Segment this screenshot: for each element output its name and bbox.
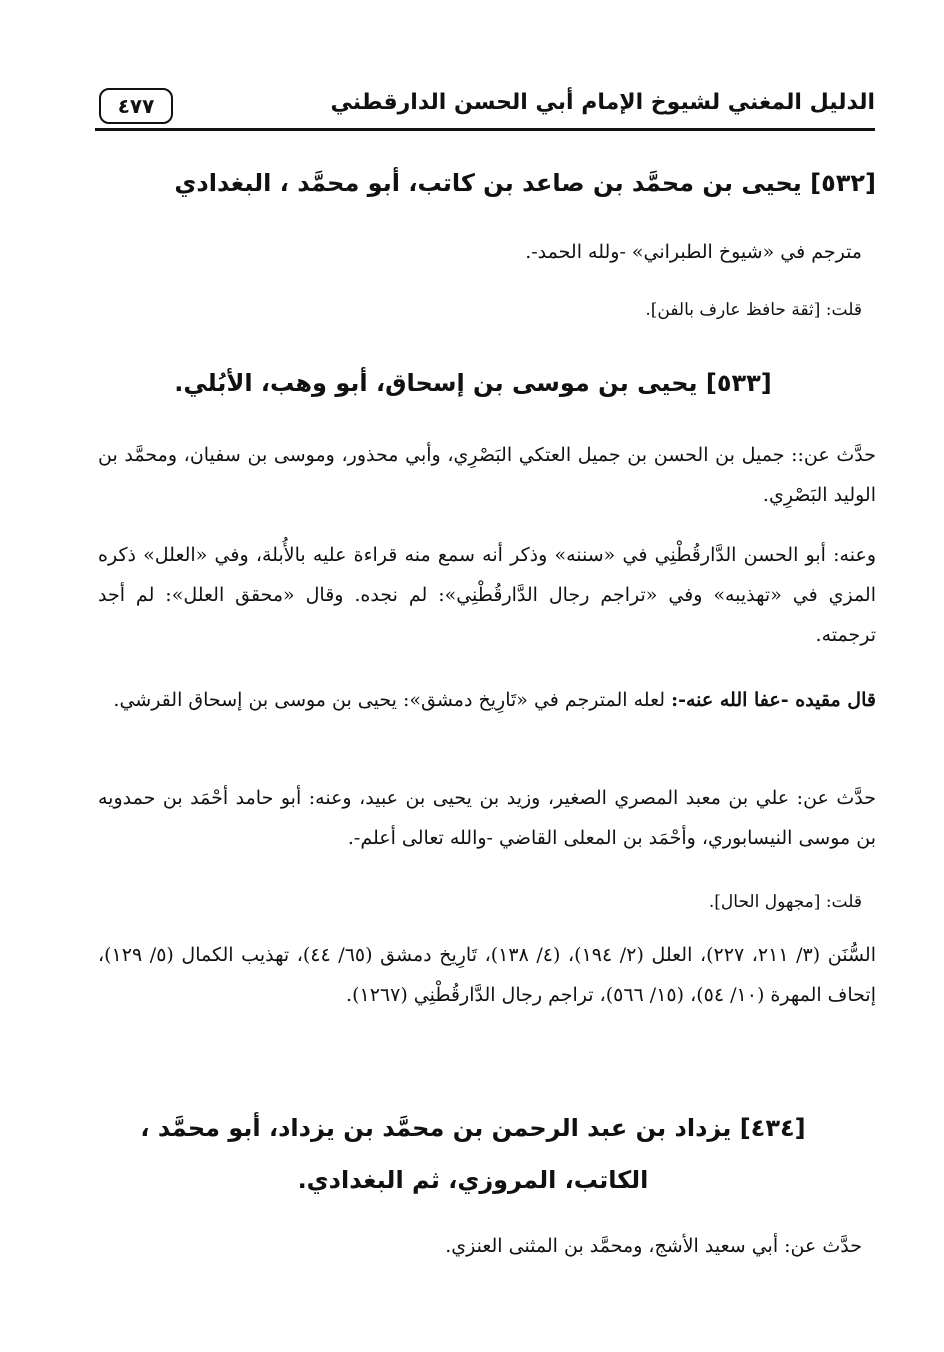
entry-434-paragraph-1: حدَّث عن: أبي سعيد الأشج، ومحمَّد بن المثنى العنزي. <box>445 1235 862 1257</box>
page-number: ٤٧٧ <box>117 94 155 118</box>
entry-533-paragraph-4: حدَّث عن: علي بن معبد المصري الصغير، وزيد بن يحيى بن عبيد، وعنه: أبو حامد أحْمَد بن حمدويه بن موسى النيسابوري، وأحْمَد بن المعلى القاضي -والله تعالى أعلم-. <box>98 787 876 849</box>
entry-heading-434-line-1: [٤٣٤] يزداد بن عبد الرحمن بن محمَّد بن يزداد، أبو محمَّد ، <box>140 1114 806 1142</box>
entry-heading-533: [٥٣٣] يحيى بن موسى بن إسحاق، أبو وهب، الأبُلي. <box>174 369 772 397</box>
entry-533-paragraph-2: وعنه: أبو الحسن الدَّارقُطْنِي في «سننه» وذكر أنه سمع منه قراءة عليه بالأُبلة، وفي «العلل» ذكره المزي في «تهذيبه» وفي «تراجم رجال الدَّارقُطْنِي»: لم نجده. وقال «محقق العلل»: لم أجد ترجمته. <box>98 544 876 646</box>
entry-533-paragraph-5: قلت: [مجهول الحال]. <box>708 892 862 912</box>
entry-532-paragraph-2: قلت: [ثقة حافظ عارف بالفن]. <box>645 300 862 320</box>
header-rule <box>95 128 875 131</box>
page-header <box>95 80 875 140</box>
entry-533-paragraph-1: حدَّث عن:: جميل بن الحسن بن جميل العتكي البَصْرِي، وأبي محذور، وموسى بن سفيان، ومحمَّد بن الوليد البَصْرِي. <box>98 444 876 506</box>
entry-533-paragraph-3 <box>98 680 876 720</box>
editor-note-text: لعله المترجم في «تَارِيخ دمشق»: يحيى بن موسى بن إسحاق القرشي. <box>113 689 672 711</box>
page-number-badge <box>99 88 173 124</box>
entry-532-paragraph-1: مترجم في «شيوخ الطبراني» -ولله الحمد-. <box>525 241 862 263</box>
entry-533-sources: السُّنَن (٣/ ٢١١، ٢٢٧)، العلل (٢/ ١٩٤)، (٤/ ١٣٨)، تَارِيخ دمشق (٦٥/ ٤٤)، تهذيب الكمال (٥/ ١٢٩)، إتحاف المهرة (١٠/ ٥٤)، (١٥/ ٥٦٦)، تراجم رجال الدَّارقُطْنِي (١٢٦٧). <box>98 944 876 1006</box>
entry-heading-434-line-2: الكاتب، المروزي، ثم البغدادي. <box>297 1166 649 1194</box>
entry-heading-532: [٥٣٢] يحيى بن محمَّد بن صاعد بن كاتب، أبو محمَّد ، البغدادي <box>174 169 876 197</box>
editor-note-label: قال مقيده -عفا الله عنه-: <box>671 689 876 711</box>
running-title: الدليل المغني لشيوخ الإمام أبي الحسن الدارقطني <box>330 90 875 115</box>
